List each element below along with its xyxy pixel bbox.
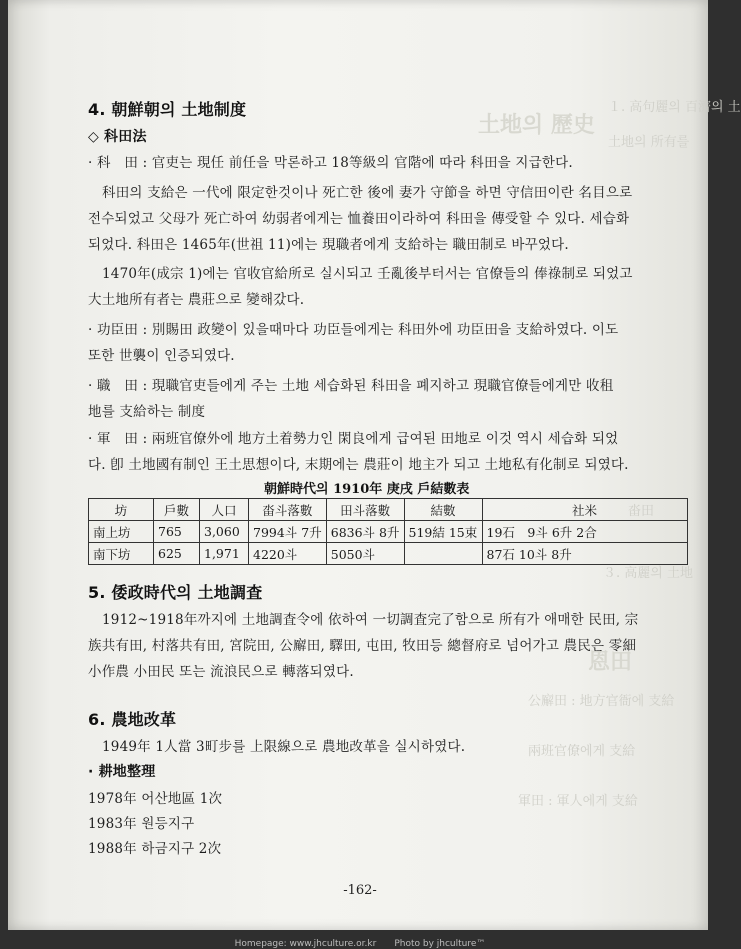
subsection-farmland: · 耕地整理 — [88, 764, 156, 780]
table-cell: 6836斗 8升 — [326, 521, 404, 543]
paragraph-line: 1949年 1人當 3町步를 上限線으로 農地改革을 실시하였다. — [102, 739, 466, 755]
table-cell: 87石 10斗 8升 — [482, 543, 687, 565]
section-6-heading: 6. 農地改革 — [88, 710, 177, 729]
bleed-through-text: 軍田 : 軍人에게 支給 — [518, 794, 638, 809]
table-cell: 5050斗 — [326, 543, 404, 565]
paragraph-line: 다. 卽 土地國有制인 王土思想이다, 末期에는 農莊이 地主가 되고 土地私有化制로 되였다. — [88, 457, 629, 473]
table-caption: 朝鮮時代의 1910年 庚戌 戶結數表 — [264, 482, 470, 497]
paragraph-line: 1912~1918年까지에 土地調査令에 依하여 一切調査完了함으로 所有가 애매한 民田, 宗 — [102, 612, 639, 628]
paragraph-line: 또한 世襲이 인증되였다. — [88, 348, 235, 364]
paragraph-line: 小作農 小田民 또는 流浪民으로 轉落되였다. — [88, 664, 354, 680]
table-cell: 7994斗 7升 — [249, 521, 327, 543]
table-cell: 4220斗 — [249, 543, 327, 565]
paragraph-line: 科田의 支給은 一代에 限定한것이나 死亡한 後에 妻가 守節을 하면 守信田이란 名目으로 — [102, 185, 633, 201]
bleed-through-text: ３. 高麗의 土地 — [603, 566, 693, 581]
table-header: 坊 — [89, 499, 154, 521]
table-header: 結數 — [404, 499, 482, 521]
table-cell: 3,060 — [200, 521, 249, 543]
table-cell: 1,971 — [200, 543, 249, 565]
bleed-through-text: 兩班官僚에게 支給 — [528, 744, 636, 759]
bleed-through-text: 公廨田 : 地方官衙에 支給 — [528, 694, 675, 709]
list-item: 1983年 원등지구 — [88, 816, 195, 832]
paragraph-line: 地를 支給하는 制度 — [88, 404, 206, 420]
table-cell — [404, 543, 482, 565]
subsection-kwajeon: ◇ 科田法 — [88, 129, 147, 145]
table-row — [89, 543, 688, 565]
table-header-row — [89, 499, 688, 521]
table-header: 人口 — [200, 499, 249, 521]
paragraph-line: 大土地所有者는 農莊으로 變해갔다. — [88, 292, 305, 308]
paragraph-line: 되었다. 科田은 1465年(世祖 11)에는 現職者에게 支給하는 職田制로 바꾸었다. — [88, 237, 569, 253]
paragraph-line: · 職 田 : 現職官吏들에게 주는 土地 세습화된 科田을 폐지하고 現職官僚들에게만 收租 — [88, 378, 614, 394]
paragraph-line: · 軍 田 : 兩班官僚外에 地方土着勢力인 閑良에게 급여된 田地로 이것 역시 세습화 되었 — [88, 431, 619, 447]
table-header: 社米 — [482, 499, 687, 521]
paragraph-line: 族共有田, 村落共有田, 宮院田, 公廨田, 驛田, 屯田, 牧田등 總督府로 넘어가고 農民은 零細 — [88, 638, 637, 654]
table-cell: 519結 15束 — [404, 521, 482, 543]
paragraph-line: 전수되었고 父母가 死亡하여 幼弱者에게는 恤養田이라하여 科田을 傳受할 수 있다. 세습화 — [88, 211, 630, 227]
photo-credit: Homepage: www.jhculture.or.kr Photo by jhculture™ — [234, 939, 486, 949]
table-cell: 19石 9斗 6升 2合 — [482, 521, 687, 543]
bleed-through-text: 土地의 所有를 — [608, 135, 690, 150]
bleed-through-text: 恩田 — [588, 649, 633, 675]
section-5-heading: 5. 倭政時代의 土地調査 — [88, 583, 263, 602]
page-number: -162- — [343, 883, 377, 898]
table-header: 田斗落數 — [326, 499, 404, 521]
paragraph-line: · 科 田 : 官吏는 現任 前任을 막론하고 18等級의 官階에 따라 科田을 지급한다. — [88, 155, 573, 171]
table-cell: 南上坊 — [89, 521, 154, 543]
paragraph-line: 1470年(成宗 1)에는 官收官給所로 실시되고 壬亂後부터서는 官僚들의 俸祿制로 되었고 — [102, 266, 633, 282]
household-table — [88, 498, 688, 565]
table-row — [89, 521, 688, 543]
table-cell: 南下坊 — [89, 543, 154, 565]
table-cell: 765 — [154, 521, 200, 543]
table-header: 畓斗落數 — [249, 499, 327, 521]
list-item: 1978年 어산地區 1次 — [88, 791, 223, 807]
bleed-through-text: 畓田 — [628, 504, 655, 519]
bleed-through-text: １. 高句麗의 百濟의 土 — [608, 100, 741, 115]
section-4-heading: 4. 朝鮮朝의 土地制度 — [88, 100, 247, 119]
table-header: 戶數 — [154, 499, 200, 521]
list-item: 1988年 하금지구 2次 — [88, 841, 222, 857]
paragraph-line: · 功臣田 : 別賜田 政變이 있을때마다 功臣들에게는 科田外에 功臣田을 支給하였다. 이도 — [88, 322, 619, 338]
bleed-through-text: 土地의 歷史 — [478, 112, 595, 138]
table-cell: 625 — [154, 543, 200, 565]
